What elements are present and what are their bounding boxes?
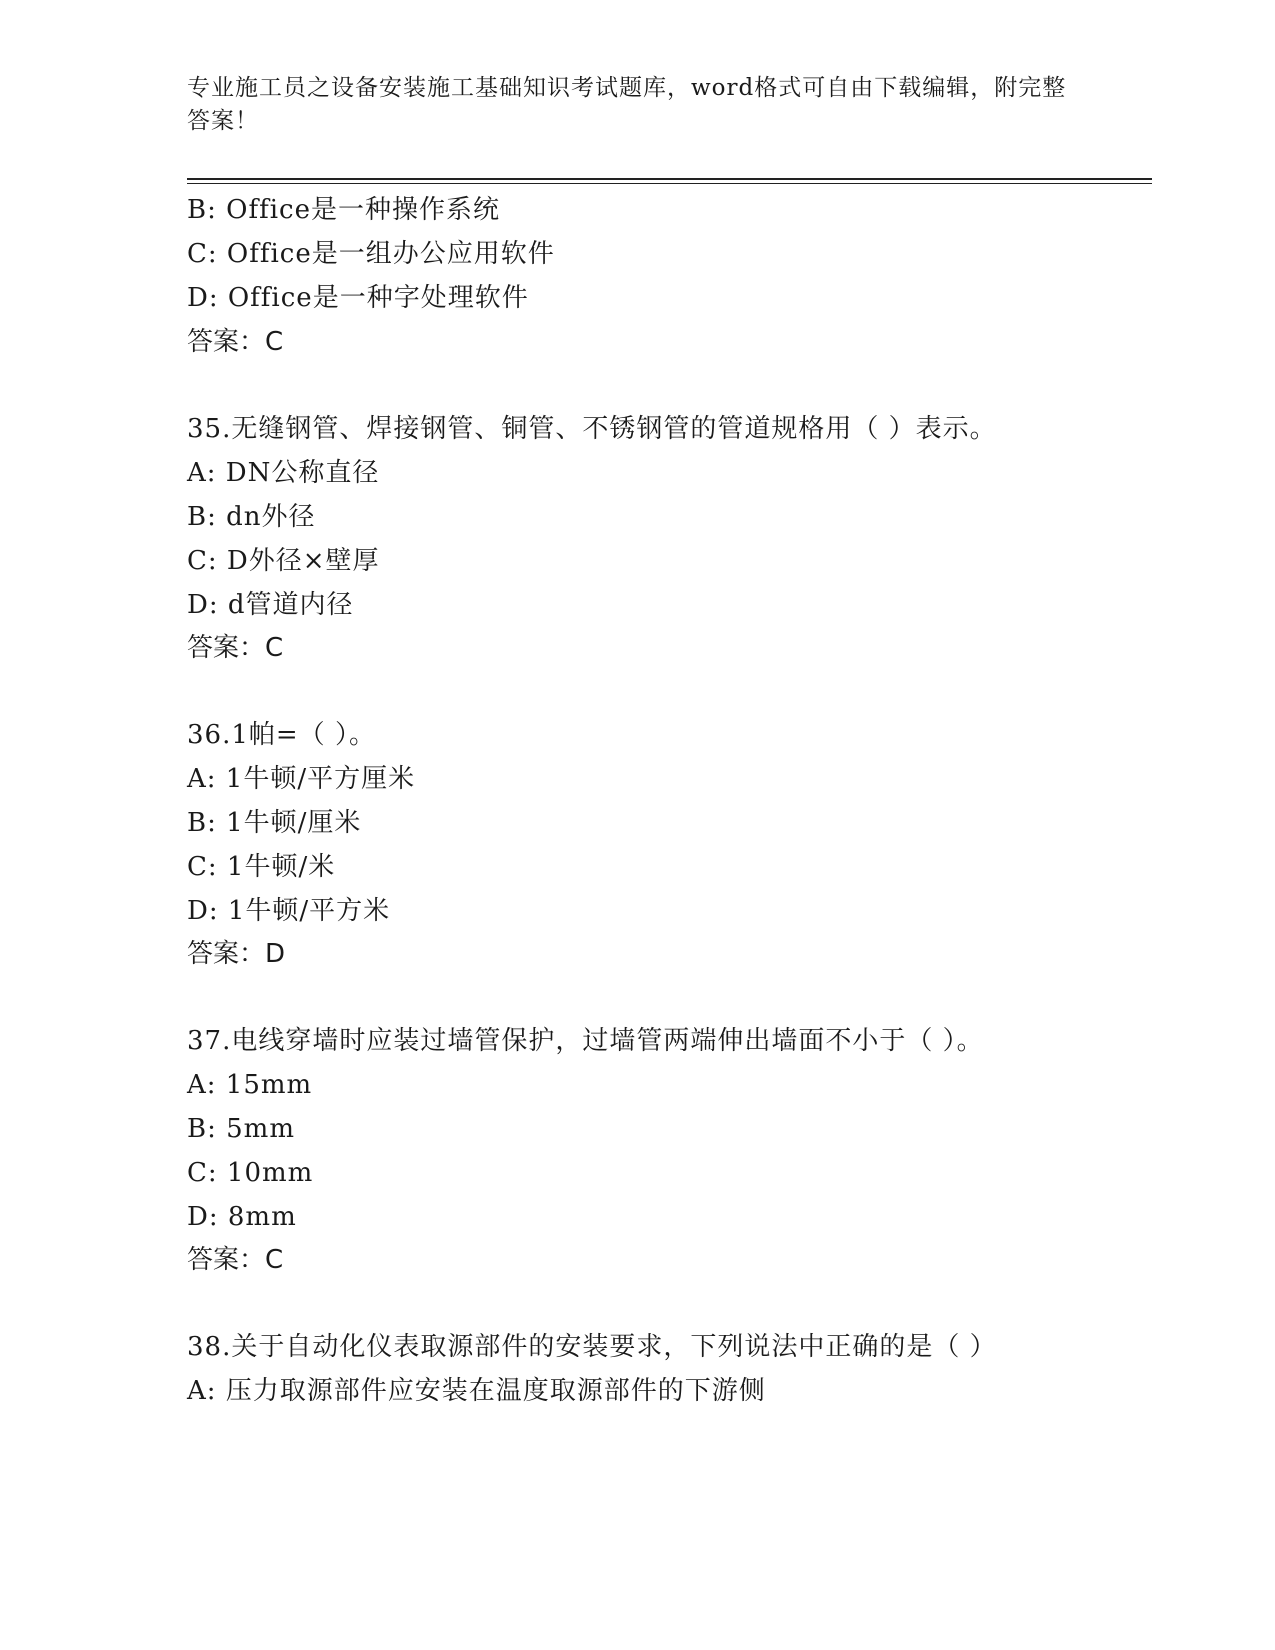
q37-option-d: D: 8mm [187,1202,297,1232]
q38-question: 38.关于自动化仪表取源部件的安装要求，下列说法中正确的是（ ） [187,1332,997,1362]
q37-answer: 答案：C [187,1245,284,1275]
q37-option-c: C: 10mm [187,1158,314,1188]
q38-option-a: A: 压力取源部件应安装在温度取源部件的下游侧 [187,1376,766,1406]
q36-answer: 答案：D [187,939,286,969]
header-divider-thin [187,183,1152,184]
q36-option-a: A: 1牛顿/平方厘米 [187,764,416,794]
q35-option-a: A: DN公称直径 [187,458,380,488]
q34-option-c: C: Office是一组办公应用软件 [187,239,555,269]
q35-option-b: B: dn外径 [187,502,316,532]
q35-answer: 答案：C [187,633,284,663]
q36-option-b: B: 1牛顿/厘米 [187,808,362,838]
q37-question: 37.电线穿墙时应装过墙管保护，过墙管两端伸出墙面不小于（ ）。 [187,1026,984,1056]
header-divider-thick [187,178,1152,180]
q34-option-b: B: Office是一种操作系统 [187,195,500,225]
q35-option-c: C: D外径×壁厚 [187,546,380,576]
q37-option-b: B: 5mm [187,1114,295,1144]
q37-option-a: A: 15mm [187,1070,313,1100]
q36-option-c: C: 1牛顿/米 [187,852,336,882]
q34-option-d: D: Office是一种字处理软件 [187,283,529,313]
q36-question: 36.1帕=（ ）。 [187,720,376,750]
document-header: 专业施工员之设备安装施工基础知识考试题库，word格式可自由下载编辑，附完整答案！ [187,75,1067,134]
q36-option-d: D: 1牛顿/平方米 [187,896,391,926]
q35-question: 35.无缝钢管、焊接钢管、铜管、不锈钢管的管道规格用（ ）表示。 [187,414,997,444]
q34-answer: 答案：C [187,327,284,357]
q35-option-d: D: d管道内径 [187,590,354,620]
